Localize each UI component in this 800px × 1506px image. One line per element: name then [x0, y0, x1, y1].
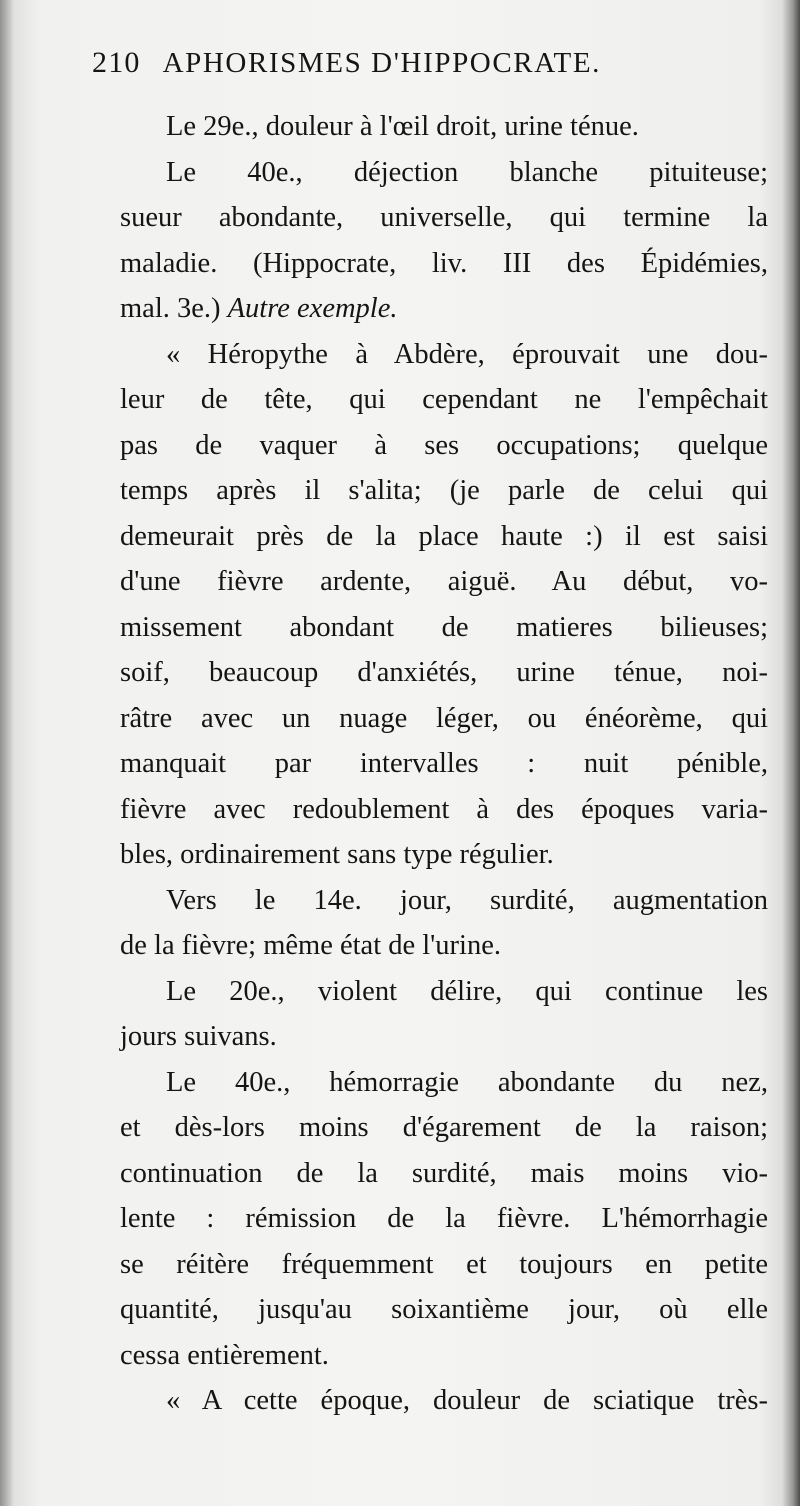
- text-line-part: mal. 3e.): [120, 293, 221, 324]
- text-line: bles, ordinairement sans type régulier.: [120, 839, 554, 870]
- text-line: [76, 286, 768, 332]
- text-line: « Héropythe à Abdère, éprouvait une dou-: [166, 338, 768, 370]
- text-line: missement abondant de matieres bilieuses;: [120, 611, 768, 643]
- page-number: 210: [92, 46, 141, 79]
- paragraph: [76, 969, 768, 1060]
- text-line: Le 40e., hémorragie abondante du nez,: [166, 1066, 768, 1098]
- text-line: de la fièvre; même état de l'urine.: [120, 930, 501, 961]
- text-line: continuation de la surdité, mais moins vio-: [120, 1157, 768, 1189]
- text-line: « A cette époque, douleur de sciatique très-: [166, 1385, 768, 1416]
- text-line: jours suivans.: [120, 1021, 277, 1052]
- text-line: lente : rémission de la fièvre. L'hémorrhagie: [120, 1203, 768, 1234]
- paragraph: [76, 104, 768, 150]
- paragraph: [76, 1060, 768, 1379]
- text-line: maladie. (Hippocrate, liv. III des Épidémies,: [120, 247, 768, 279]
- body-text: [76, 104, 768, 1424]
- italic-phrase: Autre exemple.: [227, 293, 398, 324]
- paragraph: [76, 332, 768, 878]
- text-line: Le 29e., douleur à l'œil droit, urine ténue.: [166, 111, 639, 142]
- paragraph: [76, 150, 768, 332]
- page-left-shadow: [0, 0, 14, 1506]
- text-line: cessa entièrement.: [120, 1339, 329, 1371]
- text-line: temps après il s'alita; (je parle de celui qui: [120, 475, 768, 506]
- text-line: leur de tête, qui cependant ne l'empêchait: [120, 384, 768, 415]
- text-line: Vers le 14e. jour, surdité, augmentation: [166, 884, 768, 916]
- text-line: et dès-lors moins d'égarement de la raison;: [120, 1112, 768, 1143]
- text-line: Le 40e., déjection blanche pituiteuse;: [166, 156, 768, 188]
- running-title: APHORISMES D'HIPPOCRATE.: [162, 47, 602, 79]
- text-line: d'une fièvre ardente, aiguë. Au début, vo-: [120, 566, 768, 597]
- text-line: demeurait près de la place haute :) il est saisi: [120, 520, 768, 552]
- text-line: sueur abondante, universelle, qui termine la: [120, 202, 768, 233]
- page-right-shadow: [782, 0, 800, 1506]
- page-header: [92, 46, 762, 100]
- text-line: soif, beaucoup d'anxiétés, urine ténue, noi-: [120, 657, 768, 688]
- paragraph: [76, 878, 768, 969]
- text-line: quantité, jusqu'au soixantième jour, où elle: [120, 1294, 768, 1325]
- text-line: se réitère fréquemment et toujours en petite: [120, 1248, 768, 1280]
- text-line: râtre avec un nuage léger, ou énéorème, qui: [120, 702, 768, 734]
- text-line: pas de vaquer à ses occupations; quelque: [120, 429, 768, 461]
- text-line: manquait par intervalles : nuit pénible,: [120, 748, 768, 779]
- text-line: Le 20e., violent délire, qui continue les: [166, 975, 768, 1007]
- text-line: fièvre avec redoublement à des époques varia-: [120, 793, 768, 825]
- paragraph: [76, 1378, 768, 1424]
